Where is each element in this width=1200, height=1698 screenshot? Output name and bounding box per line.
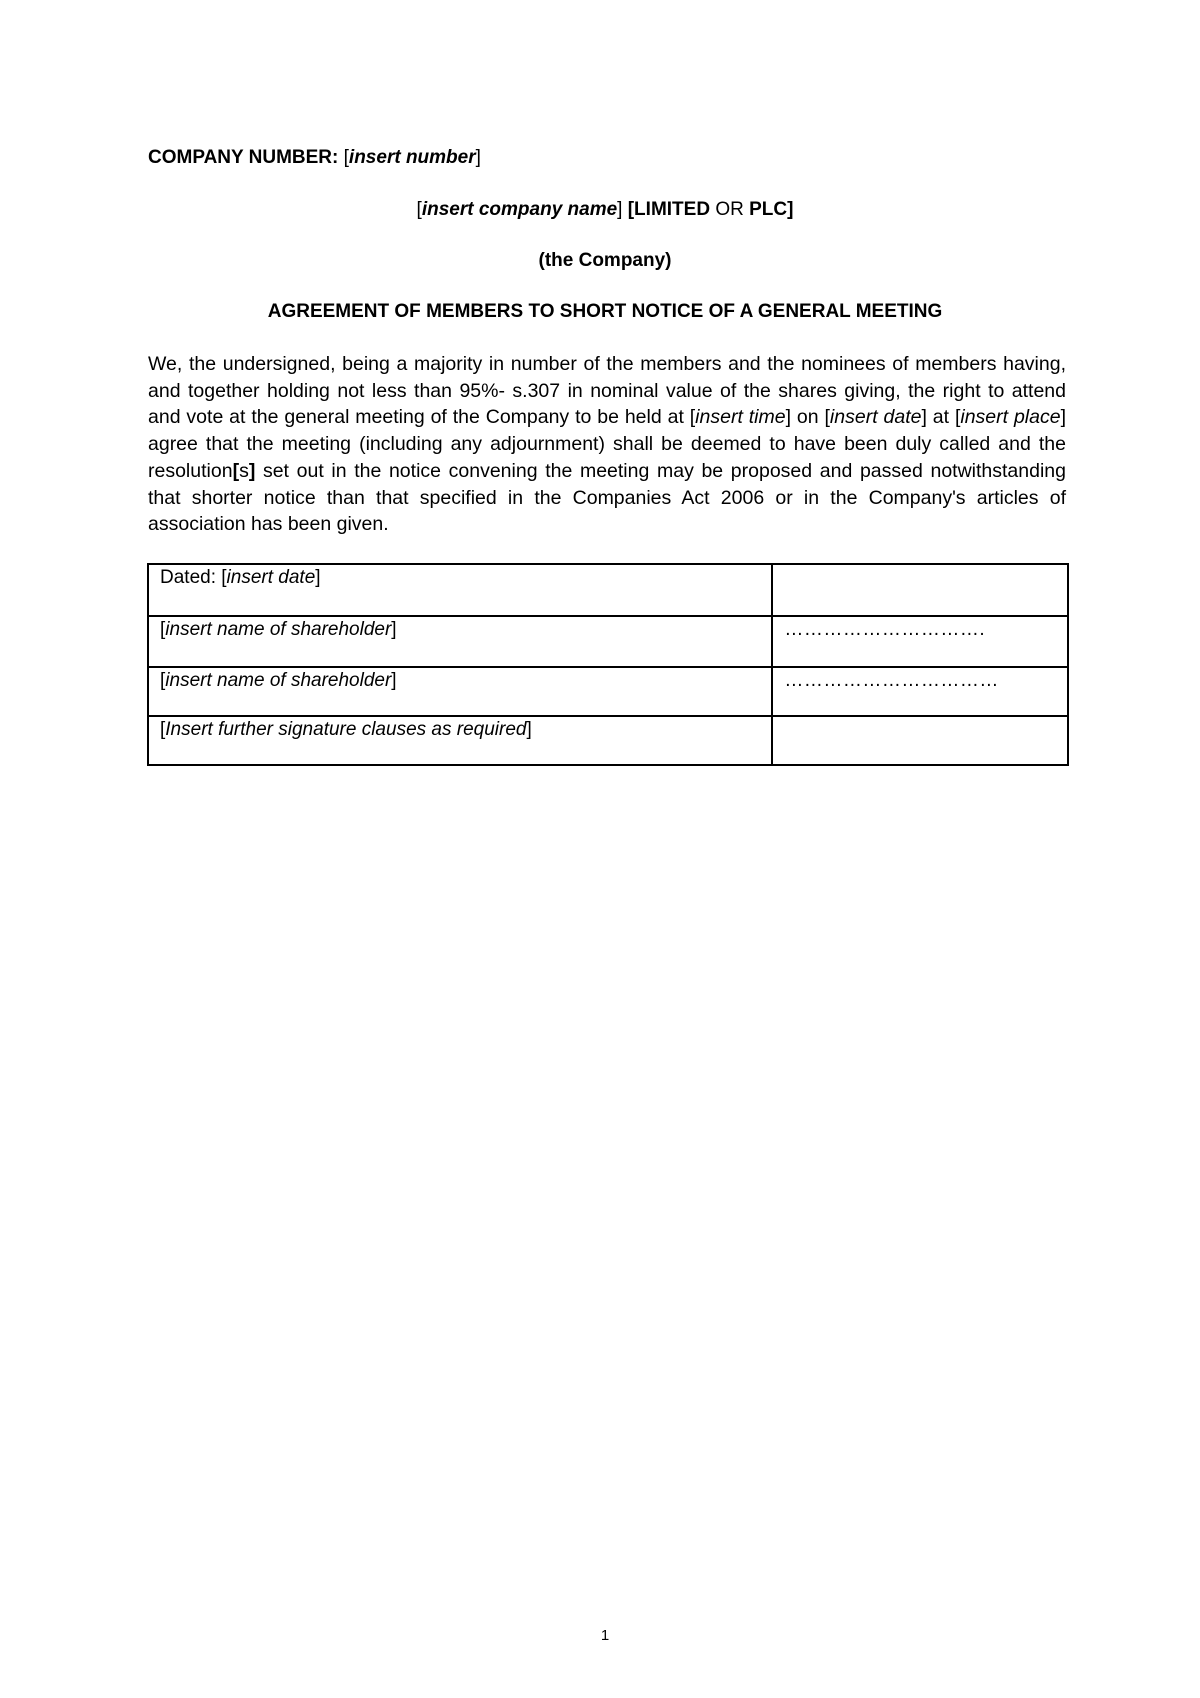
- shareholder-name-placeholder: insert name of shareholder: [165, 670, 392, 691]
- table-row: [148, 616, 1068, 667]
- bracket-open: [: [416, 199, 422, 220]
- signature-line: ………………………….: [784, 619, 986, 640]
- company-number-label: COMPANY NUMBER:: [148, 147, 344, 168]
- agreement-paragraph: [148, 351, 1066, 538]
- company-number-line: [148, 147, 481, 169]
- paragraph-text: ] agree that the meeting (including any adjournment) shall be deemed to have been duly called and the resolution: [148, 406, 1066, 482]
- further-clauses-cell: [148, 716, 772, 765]
- dated-label: Dated: [: [160, 567, 227, 588]
- company-name-placeholder: insert company name: [421, 199, 618, 220]
- the-company-line: (the Company): [538, 250, 672, 271]
- bracket-close: ]: [475, 147, 481, 168]
- further-clauses-placeholder: Insert further signature clauses as required: [165, 719, 527, 740]
- paragraph-text: set out in the notice convening the meeting may be proposed and passed notwithstanding that shorter notice than that specified in the Companies Act 2006 or in the Company's articles of association has been given.: [148, 459, 1066, 536]
- table-row: [148, 564, 1068, 616]
- dated-value-cell: [772, 564, 1068, 616]
- dated-close: ]: [315, 567, 321, 588]
- paragraph-text: We, the undersigned, being a majority in number of the members and the nominees of members having, and together holding not less than 95%- s.307 in nominal value of the shares giving, the right to attend and vote at the general meeting of the Company to be held at [: [148, 353, 1066, 429]
- signature-cell: [772, 616, 1068, 667]
- shareholder-name-placeholder: insert name of shareholder: [165, 619, 392, 640]
- table-row: [148, 716, 1068, 765]
- shareholder-name-cell: [148, 616, 772, 667]
- time-placeholder: insert time: [695, 406, 786, 429]
- bracket-open: [: [160, 719, 166, 740]
- signature-cell: [772, 667, 1068, 716]
- dated-placeholder: insert date: [226, 567, 316, 588]
- place-placeholder: insert place: [960, 406, 1061, 429]
- signature-table: [147, 563, 1069, 766]
- resolution-bracket-open: [: [232, 459, 240, 482]
- company-name-line: [0, 199, 1200, 221]
- bracket-close: ]: [391, 619, 397, 640]
- document-title: AGREEMENT OF MEMBERS TO SHORT NOTICE OF A GENERAL MEETING: [267, 301, 943, 322]
- bracket-open: [: [160, 619, 166, 640]
- bracket-close: ]: [391, 670, 397, 691]
- bracket-close: ]: [526, 719, 532, 740]
- shareholder-name-cell: [148, 667, 772, 716]
- dated-cell: [148, 564, 772, 616]
- signature-line: ……………………………: [784, 670, 999, 691]
- bracket-open: [: [343, 147, 349, 168]
- company-type-or: OR: [715, 199, 744, 220]
- resolution-bracket-close: ]: [248, 459, 256, 482]
- paragraph-text: ] at [: [921, 406, 961, 429]
- company-type-close: PLC]: [743, 199, 794, 220]
- bracket-open: [: [160, 670, 166, 691]
- page-number: 1: [600, 1627, 610, 1644]
- company-number-placeholder: insert number: [348, 147, 476, 168]
- resolution-s: s: [239, 459, 249, 482]
- bracket-close: ]: [617, 199, 623, 220]
- paragraph-text: ] on [: [785, 406, 830, 429]
- date-placeholder: insert date: [829, 406, 922, 429]
- table-row: [148, 667, 1068, 716]
- company-type-open: [LIMITED: [622, 199, 716, 220]
- further-clauses-value-cell: [772, 716, 1068, 765]
